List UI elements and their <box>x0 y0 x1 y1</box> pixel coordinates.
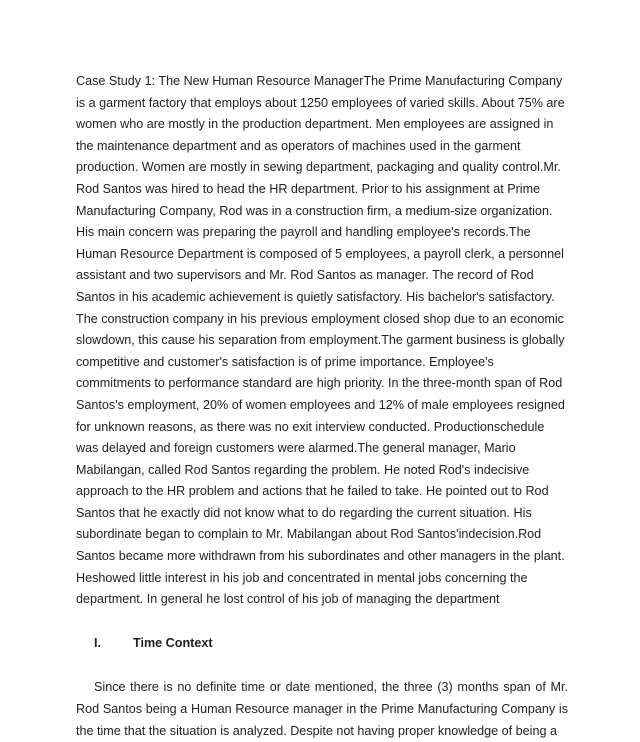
section-heading <box>76 633 568 655</box>
section-title: Time Context <box>133 635 213 650</box>
case-study-paragraph: Case Study 1: The New Human Resource ManagerThe Prime Manufacturing Company is a garment factory that employs about 1250 employees of varied skills. About 75% are women who are mostly in the production department. Men employees are assigned in the maintenance department and as operators of machines used in the garment production. Women are mostly in sewing department, packaging and quality control.Mr. Rod Santos was hired to head the HR department. Prior to his assignment at Prime Manufacturing Company, Rod was in a construction firm, a medium-size organization. His main concern was preparing the payroll and handling employee's records.The Human Resource Department is composed of 5 employees, a payroll clerk, a personnel assistant and two supervisors and Mr. Rod Santos as manager. The record of Rod Santos in his academic achievement is quietly satisfactory. His bachelor's satisfactory. The construction company in his previous employment closed shop due to an economic slowdown, this cause his separation from employment.The garment business is globally competitive and customer's satisfaction is of prime importance. Employee's commitments to performance standard are high priority. In the three-month span of Rod Santos's employment, 20% of women employees and 12% of male employees resigned for unknown reasons, as there was no exit interview conducted. Productionschedule was delayed and foreign customers were alarmed.The general manager, Mario Mabilangan, called Rod Santos regarding the problem. He noted Rod's indecisive approach to the HR problem and actions that he failed to take. He pointed out to Rod Santos that he exactly did not know what to do regarding the current situation. His subordinate began to complain to Mr. Mabilangan about Rod Santos'indecision.Rod Santos became more withdrawn from his subordinates and other managers in the plant. Heshowed little interest in his job and concentrated in mental jobs concerning the department. In general he lost control of his job of managing the department <box>76 74 565 607</box>
time-context-paragraph: Since there is no definite time or date mentioned, the three (3) months span of Mr. Rod Santos being a Human Resource manager in the Prime Manufacturing Company is the time that the situation is analyzed. Despite not having proper knowledge of being a <box>76 680 568 738</box>
document-page <box>76 71 568 742</box>
section-number: I. <box>94 635 101 650</box>
